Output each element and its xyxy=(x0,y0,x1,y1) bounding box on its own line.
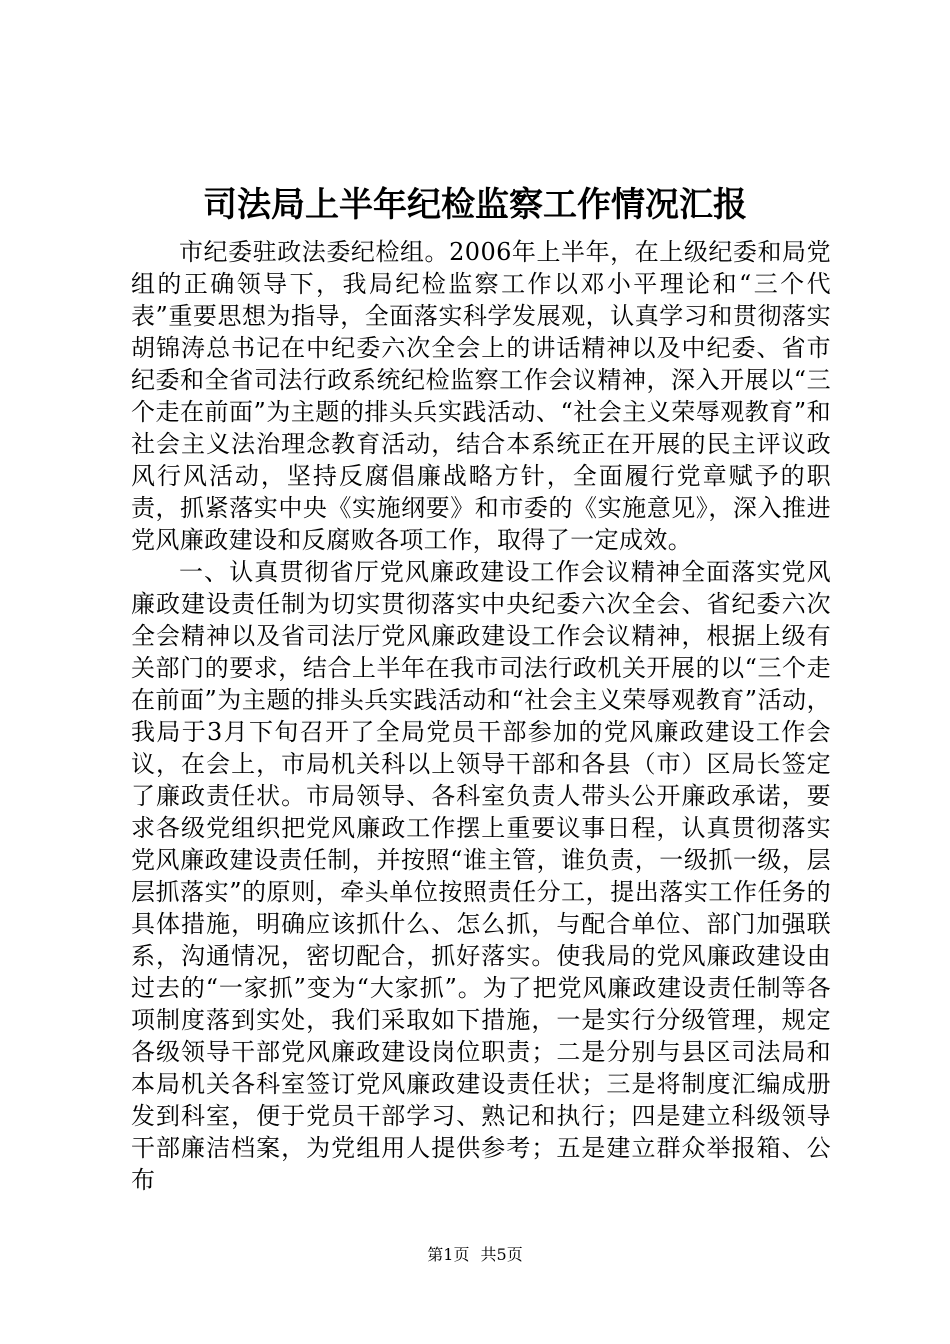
paragraph-intro: 市纪委驻政法委纪检组。2006年上半年，在上级纪委和局党组的正确领导下，我局纪检监察工作以邓小平理论和“三个代表”重要思想为指导，全面落实科学发展观，认真学习和贯彻落实胡锦涛总书记在中纪委六次全会上的讲话精神以及中纪委、省市纪委和全省司法行政系统纪检监察工作会议精神，深入开展以“三个走在前面”为主题的排头兵实践活动、“社会主义荣辱观教育”和社会主义法治理念教育活动，结合本系统正在开展的民主评议政风行风活动，坚持反腐倡廉战略方针，全面履行党章赋予的职责，抓紧落实中央《实施纲要》和市委的《实施意见》，深入推进党风廉政建设和反腐败各项工作，取得了一定成效。 xyxy=(131,238,831,554)
page-total: 共5页 xyxy=(480,1245,523,1264)
document-title: 司法局上半年纪检监察工作情况汇报 xyxy=(203,185,747,225)
paragraph-section-1: 一、认真贯彻省厅党风廉政建设工作会议精神全面落实党风廉政建设责任制为切实贯彻落实中央纪委六次全会、省纪委六次全会精神以及省司法厅党风廉政建设工作会议精神，根据上级有关部门的要求，结合上半年在我市司法行政机关开展的以“三个走在前面”为主题的排头兵实践活动和“社会主义荣辱观教育”活动，我局于3月下旬召开了全局党员干部参加的党风廉政建设工作会议，在会上，市局机关科以上领导干部和各县（市）区局长签定了廉政责任状。市局领导、各科室负责人带头公开廉政承诺，要求各级党组织把党风廉政工作摆上重要议事日程，认真贯彻落实党风廉政建设责任制，并按照“谁主管，谁负责，一级抓一级，层层抓落实”的原则，牵头单位按照责任分工，提出落实工作任务的具体措施，明确应该抓什么、怎么抓，与配合单位、部门加强联系，沟通情况，密切配合，抓好落实。使我局的党风廉政建设由过去的“一家抓”变为“大家抓”。为了把党风廉政建设责任制等各项制度落到实处，我们采取如下措施，一是实行分级管理，规定各级领导干部党风廉政建设岗位职责；二是分别与县区司法局和本局机关各科室签订党风廉政建设责任状；三是将制度汇编成册发到科室，便于党员干部学习、熟记和执行；四是建立科级领导干部廉洁档案，为党组用人提供参考；五是建立群众举报箱、公布 xyxy=(131,558,831,1194)
page-footer xyxy=(0,1244,950,1266)
page-number: 第1页 xyxy=(427,1245,470,1264)
document-body xyxy=(131,236,831,1196)
